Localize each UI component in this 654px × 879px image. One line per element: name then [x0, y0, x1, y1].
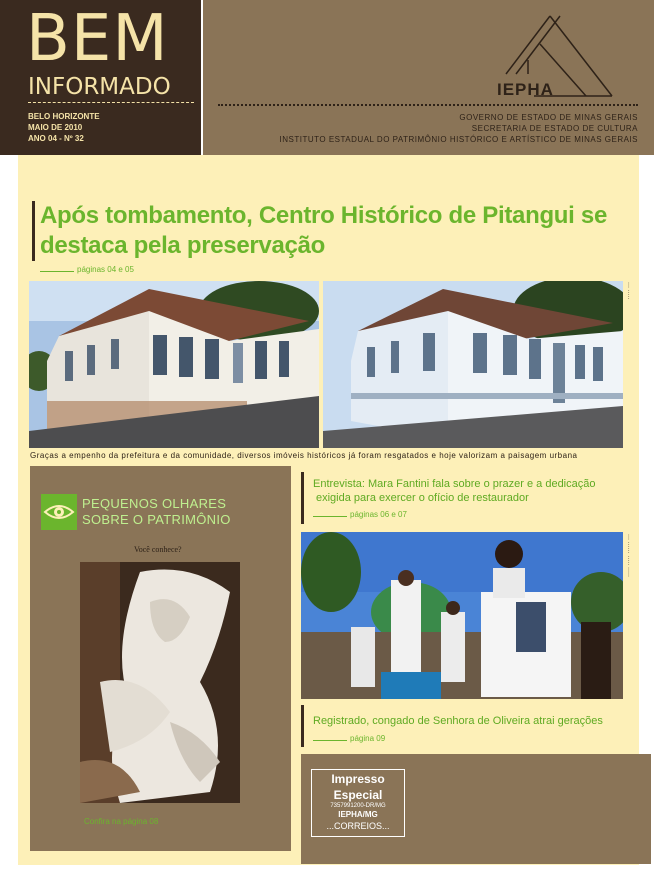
masthead-title-informado: INFORMADO	[28, 74, 171, 100]
publisher-line-1: GOVERNO DE ESTADO DE MINAS GERAIS	[459, 113, 638, 122]
feature-title-line1: PEQUENOS OLHARES	[82, 496, 227, 511]
lead-pages-text: páginas 04 e 05	[77, 265, 134, 274]
iepha-logo-text: IEPHA	[497, 80, 554, 99]
congado-accent-bar	[301, 705, 304, 747]
feature-title	[82, 496, 231, 528]
photo-credit-lead: ··· ·····	[625, 282, 631, 300]
stamp-line-2: Especial	[333, 788, 383, 802]
photo-sculpture	[80, 562, 240, 803]
masthead-date: MAIO DE 2010	[28, 123, 83, 132]
interview-headline-line2[interactable]: exigida para exercer o ofício de restaurador	[316, 492, 529, 504]
masthead-divider	[28, 102, 194, 103]
publisher-line-3: INSTITUTO ESTADUAL DO PATRIMÔNIO HISTÓRICO E ARTÍSTICO DE MINAS GERAIS	[279, 135, 638, 144]
stamp-line-4: IEPHA/MG	[338, 810, 378, 819]
lead-page-ref	[40, 265, 134, 274]
photo-congado	[301, 532, 623, 699]
feature-title-line2: SOBRE O PATRIMÔNIO	[82, 512, 231, 527]
masthead-issue: ANO 04 - Nº 32	[28, 134, 84, 143]
eye-logo-icon	[41, 494, 77, 530]
feature-confira[interactable]: Confira na página 08	[84, 817, 159, 826]
congado-pages-text: página 09	[350, 734, 386, 743]
congado-headline[interactable]: Registrado, congado de Senhora de Oliveira atrai gerações	[313, 715, 603, 727]
lead-photo-caption: Graças a empenho da prefeitura e da comunidade, diversos imóveis históricos já foram resgatados e hoje valorizam a paisagem urbana	[30, 451, 578, 460]
interview-accent-bar	[301, 472, 304, 524]
interview-pages-text: páginas 06 e 07	[350, 510, 407, 519]
interview-page-ref	[313, 510, 407, 519]
publisher-line-2: SECRETARIA DE ESTADO DE CULTURA	[471, 124, 638, 133]
congado-page-ref	[313, 734, 385, 743]
photo-house-before	[29, 281, 319, 448]
masthead-city: BELO HORIZONTE	[28, 112, 100, 121]
lead-headline[interactable]: Após tombamento, Centro Histórico de Pitangui se destaca pela preservação	[40, 202, 607, 259]
stamp-line-1: Impresso	[331, 772, 385, 786]
masthead-title-bem: BEM	[26, 2, 169, 76]
interview-headline-line1[interactable]: Entrevista: Mara Fantini fala sobre o prazer e a dedicação	[313, 478, 596, 490]
headline-accent-bar	[32, 201, 35, 261]
masthead	[0, 0, 201, 155]
stamp-line-3: 7357991200-DR/MG	[330, 803, 386, 809]
postage-stamp	[311, 769, 405, 837]
feature-question: Você conhece?	[134, 545, 182, 554]
photo-credit-congado: ··· ······ ····· ·····	[625, 534, 631, 577]
photo-house-after	[323, 281, 623, 448]
stamp-line-5: ...CORREIOS...	[326, 821, 390, 831]
publisher-dotted-rule	[218, 104, 638, 106]
